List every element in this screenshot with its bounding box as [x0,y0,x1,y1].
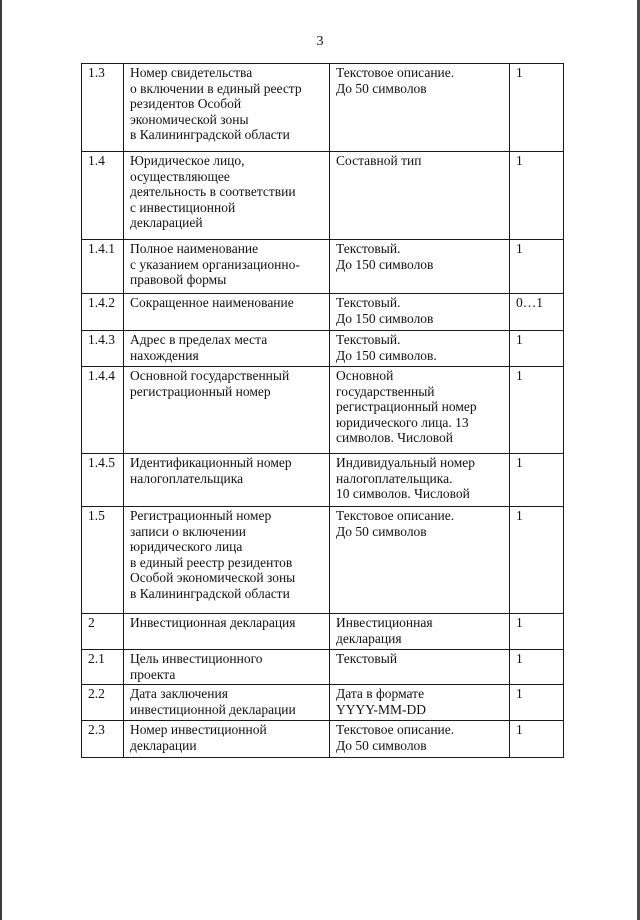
field-name-cell: Номер свидетельства о включении в единый реестр резидентов Особой экономической зоны в Калининградской области [124,64,330,152]
field-format-cell: Текстовый. До 150 символов. [330,331,510,367]
table-row [82,367,564,454]
table-row [82,64,564,152]
field-format-cell: Текстовый [330,650,510,685]
cardinality-cell: 1 [510,454,564,507]
row-number-cell: 1.4.4 [82,367,124,454]
cardinality-cell: 1 [510,685,564,721]
field-format-cell: Основной государственный регистрационный номер юридического лица. 13 символов. Числовой [330,367,510,454]
row-number-cell: 1.4.1 [82,240,124,294]
field-name-cell: Сокращенное наименование [124,294,330,331]
field-format-cell: Текстовый. До 150 символов [330,294,510,331]
page-number: 3 [316,34,324,49]
field-name-cell: Идентификационный номер налогоплательщика [124,454,330,507]
field-format-cell: Составной тип [330,152,510,240]
field-format-cell: Дата в формате YYYY-MM-DD [330,685,510,721]
table-row [82,454,564,507]
scan-edge-left [0,0,2,920]
row-number-cell: 1.5 [82,507,124,614]
cardinality-cell: 0…1 [510,294,564,331]
row-number-cell: 2.3 [82,721,124,758]
table-row [82,240,564,294]
spec-table [81,63,564,758]
field-name-cell: Инвестиционная декларация [124,614,330,650]
table-row [82,507,564,614]
cardinality-cell: 1 [510,64,564,152]
row-number-cell: 1.3 [82,64,124,152]
field-name-cell: Дата заключения инвестиционной декларации [124,685,330,721]
field-format-cell: Текстовый. До 150 символов [330,240,510,294]
table-row [82,331,564,367]
field-format-cell: Индивидуальный номер налогоплательщика. 10 символов. Числовой [330,454,510,507]
cardinality-cell: 1 [510,367,564,454]
cardinality-cell: 1 [510,240,564,294]
field-format-cell: Текстовое описание. До 50 символов [330,721,510,758]
field-name-cell: Цель инвестиционного проекта [124,650,330,685]
table-row [82,152,564,240]
field-name-cell: Адрес в пределах места нахождения [124,331,330,367]
field-name-cell: Регистрационный номер записи о включении юридического лица в единый реестр резидентов Особой экономической зоны в Калининградской области [124,507,330,614]
field-format-cell: Текстовое описание. До 50 символов [330,507,510,614]
field-name-cell: Юридическое лицо, осуществляющее деятельность в соответствии с инвестиционной декларацией [124,152,330,240]
field-name-cell: Основной государственный регистрационный номер [124,367,330,454]
field-format-cell: Текстовое описание. До 50 символов [330,64,510,152]
cardinality-cell: 1 [510,152,564,240]
cardinality-cell: 1 [510,650,564,685]
table-row [82,614,564,650]
table-row [82,721,564,758]
row-number-cell: 1.4.3 [82,331,124,367]
field-name-cell: Номер инвестиционной декларации [124,721,330,758]
field-format-cell: Инвестиционная декларация [330,614,510,650]
table-row [82,650,564,685]
row-number-cell: 1.4.5 [82,454,124,507]
cardinality-cell: 1 [510,614,564,650]
table-row [82,294,564,331]
row-number-cell: 1.4.2 [82,294,124,331]
table-row [82,685,564,721]
cardinality-cell: 1 [510,721,564,758]
field-name-cell: Полное наименование с указанием организационно- правовой формы [124,240,330,294]
row-number-cell: 2.2 [82,685,124,721]
cardinality-cell: 1 [510,507,564,614]
row-number-cell: 2 [82,614,124,650]
row-number-cell: 1.4 [82,152,124,240]
row-number-cell: 2.1 [82,650,124,685]
cardinality-cell: 1 [510,331,564,367]
